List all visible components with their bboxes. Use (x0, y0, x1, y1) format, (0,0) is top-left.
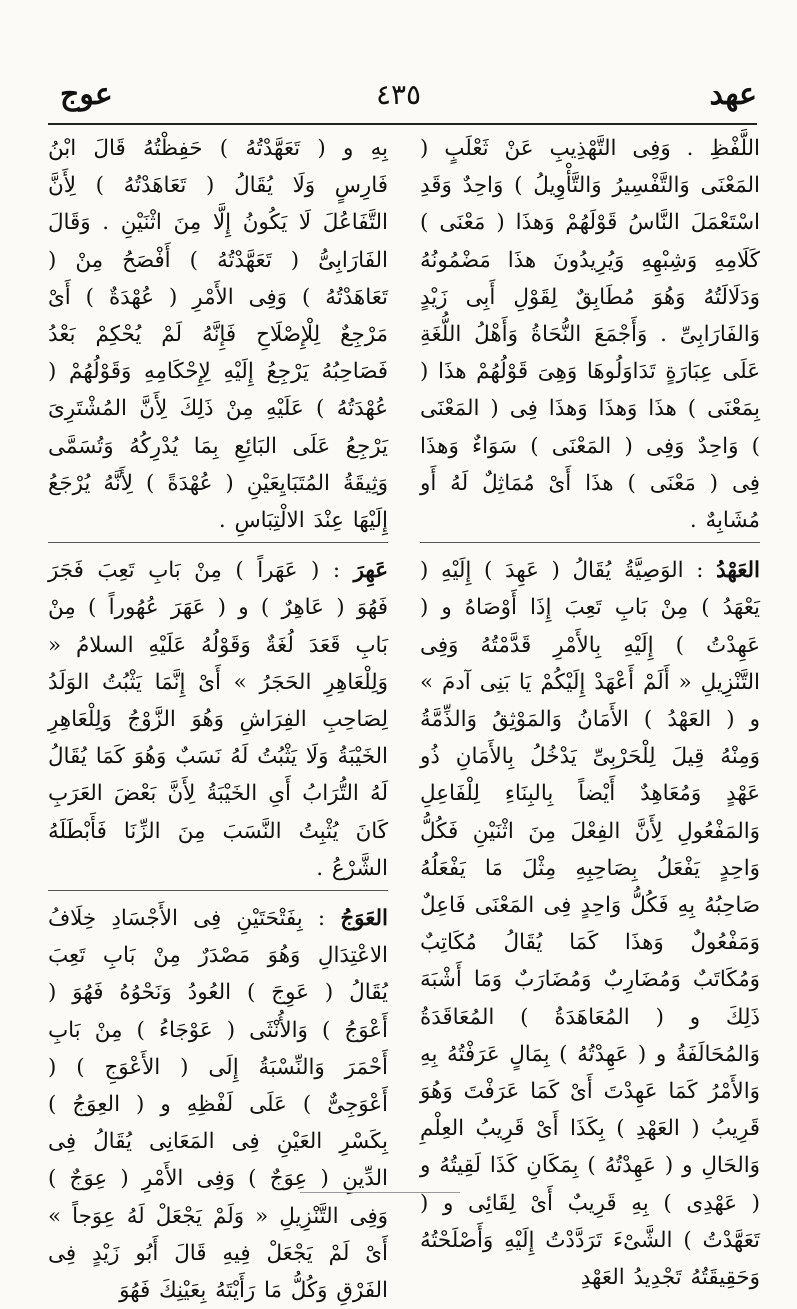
guide-word-right: عهد (709, 77, 757, 112)
entry-text: : بِفَتْحَتَيْنِ فِى الأَجْسَادِ خِلَافُ الاعْتِدَالِ وَهُوَ مَصْدَرٌ مِنْ بَابِ تَعِبَ يُقَالُ ( عَوِجَ ) العُودُ وَنَحْوُهُ فَهُوَ ( أَعْوَجُ ) وَالأُنْثَى ( عَوْجَاءُ ) مِنْ بَابِ أَحْمَرَ وَالنِّسْبَةُ إِلَى ( الأَعْوَجِ ) ( أَعْوَجِىٌّ ) عَلَى لَفْظِهِ و ( العِوَجُ ) بِكَسْرِ العَيْنِ فِى المَعَانِى يُقَالُ فِى الدِّينِ ( عِوَجٌ ) وَفِى الأَمْرِ ( عِوَجٌ ) وَفِى التَّنْزِيلِ « وَلَمْ يَجْعَلْ لَهُ عِوَجاً » أَىْ لَمْ يَجْعَلْ فِيهِ قَالَ أَبُو زَيْدٍ فِى الفَرْقِ وَكُلُّ مَا رَأَيْتَهُ بِعَيْنِكَ فَهُوَ (48, 906, 388, 1304)
footer-rule (300, 1192, 460, 1193)
entry-divider (48, 542, 388, 549)
entry (420, 552, 760, 1296)
paragraph: بِهِ و ( تَعَهَّدْتُهُ ) حَفِظْتُهُ قَالَ ابْنُ فَارِسٍ وَلَا يُقَالُ ( تَعَاهَدْتُهُ ) لِأَنَّ التَّفَاعُلَ لَا يَكُونُ إِلَّا مِنَ اثْنَيْنِ . وَقَالَ الفَارَابِىُّ ( تَعَهَّدْتُهُ ) أَفْصَحُ مِنْ ( تَعَاهَدْتُهُ ) وَفِى الأَمْرِ ( عُهْدَةٌ ) أَىْ مَرْجِعٌ لِلْإِصْلَاحِ فَإِنَّهُ لَمْ يُحْكِمْ بَعْدُ فَصَاحِبُهُ يَرْجِعُ إِلَيْهِ لِإِحْكَامِهِ وَقَوْلُهُمْ ( عُهْدَتُهُ ) عَلَيْهِ مِنْ ذَلِكَ لِأَنَّ المُشْتَرِىَ يَرْجِعُ عَلَى البَائِعِ بِمَا يُدْرِكُهُ وَتُسَمَّى وَثِيقَةُ المُتَبَايِعَيْنِ ( عُهْدَةً ) لِأَنَّهُ يُرْجَعُ إِلَيْهَا عِنْدَ الالْتِبَاسِ . (48, 136, 388, 534)
right-column (420, 130, 760, 1296)
entry (48, 900, 388, 1309)
left-column (48, 130, 388, 1309)
entry-text: : الوَصِيَّةُ يُقَالُ ( عَهِدَ ) إِلَيْهِ ( يَعْهَدُ ) مِنْ بَابِ تَعِبَ إِذَا أَوْصَاهُ و ( عَهِدْتُ ) إِلَيْهِ بِالأَمْرِ قَدَّمْتُهُ وَفِى التَّنْزِيلِ « أَلَمْ أَعْهَدْ إِلَيْكُمْ يَا بَنِى آدمَ » و ( العَهْدُ ) الأَمَانُ وَالمَوْثِقُ وَالذِّمَّةُ وَمِنْهُ قِيلَ لِلْحَرْبِىِّ يَدْخُلُ بِالأَمَانِ ذُو عَهْدٍ وَمُعَاهِدٌ أَيْضاً بِالبِنَاءِ لِلْفَاعِلِ وَالمَفْعُولِ لِأَنَّ الفِعْلَ مِنَ اثْنَيْنِ فَكُلُّ وَاحِدٍ يَفْعَلُ بِصَاحِبِهِ مِثْلَ مَا يَفْعَلُهُ صَاحِبُهُ بِهِ فَكُلُّ وَاحِدٍ فِى المَعْنَى فَاعِلٌ وَمَفْعُولٌ وَهذَا كَمَا يُقَالُ مُكَاتِبٌ وَمُكَاتَبٌ وَمُضَارِبٌ وَمُضَارَبٌ وَمَا أَشْبَهَ ذَلِكَ و ( المُعَاهَدَةُ ) المُعَاقَدَةُ وَالمُحَالَفَةُ و ( عَهِدْتُهُ ) بِمَالٍ عَرَفْتُهُ بِهِ وَالأَمْرُ كَمَا عَهِدْتَ أَىْ كَمَا عَرَفْتَ وَهُوَ قَرِيبُ ( العَهْدِ ) بِكَذَا أَىْ قَرِيبُ العِلْمِ وَالحَالِ و ( عَهِدْتُهُ ) بِمَكَانِ كَذَا لَقِيتُهُ و ( عَهْدِى ) بِهِ قَرِيبٌ أَىْ لِقَائِى و ( تَعَهَّدْتُ ) الشَّىْءَ تَرَدَّدْتُ إِلَيْهِ وَأَصْلَحْتُهُ وَحَقِيقَتُهُ تَجْدِيدُ العَهْدِ (420, 558, 760, 1291)
headword: العَهْدُ (716, 558, 760, 584)
entry (48, 552, 388, 887)
headword: عَهِرَ (353, 558, 388, 584)
entry-divider (420, 542, 760, 549)
entry-text: : ( عَهَراً ) مِنْ بَابِ تَعِبَ فَجَرَ فَهُوَ ( عَاهِرٌ ) و ( عَهَرَ عُهُوراً ) مِنْ بَابِ قَعَدَ لُغَةٌ وَقَوْلُهُ عَلَيْهِ السلامُ « وَلِلْعَاهِرِ الحَجَرُ » أَىْ إِنَّمَا يَثْبُتُ الوَلَدُ لِصَاحِبِ الفِرَاشِ وَهُوَ الزَّوْجُ وَلِلْعَاهِرِ الخَيْبَةُ وَلَا يَثْبُتُ لَهُ نَسَبٌ وَهُوَ كَمَا يُقَالُ لَهُ التُّرَابُ أَىِ الخَيْبَةُ لِأَنَّ بَعْضَ العَرَبِ كَانَ يُثْبِتُ النَّسَبَ مِنَ الزِّنَا فَأَبْطَلَهُ الشَّرْعُ . (48, 558, 388, 881)
paragraph: اللَّفْظِ . وَفِى التَّهْذِيبِ عَنْ ثَعْلَبٍ ( المَعْنَى وَالتَّفْسِيرُ وَالتَّأْوِيلُ ) وَاحِدٌ وَقَدِ اسْتَعْمَلَ النَّاسُ قَوْلَهُمْ وَهذَا ( مَعْنَى ) كَلَامِهِ وَشِبْهِهِ وَيُرِيدُونَ هذَا مَضْمُونُهُ وَدَلَالَتُهُ وَهُوَ مُطَابِقٌ لِقَوْلِ أَبِى زَيْدٍ وَالفَارَابِىِّ . وَأَجْمَعَ النُّحَاةُ وَأَهْلُ اللُّغَةِ عَلَى عِبَارَةٍ تَدَاوَلُوهَا وَهِىَ قَوْلُهُمْ هذَا ( بِمَعْنَى ) هذَا وَهذَا وَهذَا فِى ( المَعْنَى ) وَاحِدٌ وَفِى ( المَعْنَى ) سَوَاءٌ وَهذَا فِى ( مَعْنَى ) هذَا أَىْ مُمَاثِلٌ لَهُ أَو مُشَابِهٌ . (420, 136, 760, 534)
page-header (40, 70, 757, 120)
headword: العَوَجُ (340, 906, 388, 932)
guide-word-left: عوج (60, 77, 113, 112)
page-number: ٤٣٥ (375, 78, 422, 111)
entry-divider (48, 890, 388, 897)
header-rule (48, 123, 757, 125)
